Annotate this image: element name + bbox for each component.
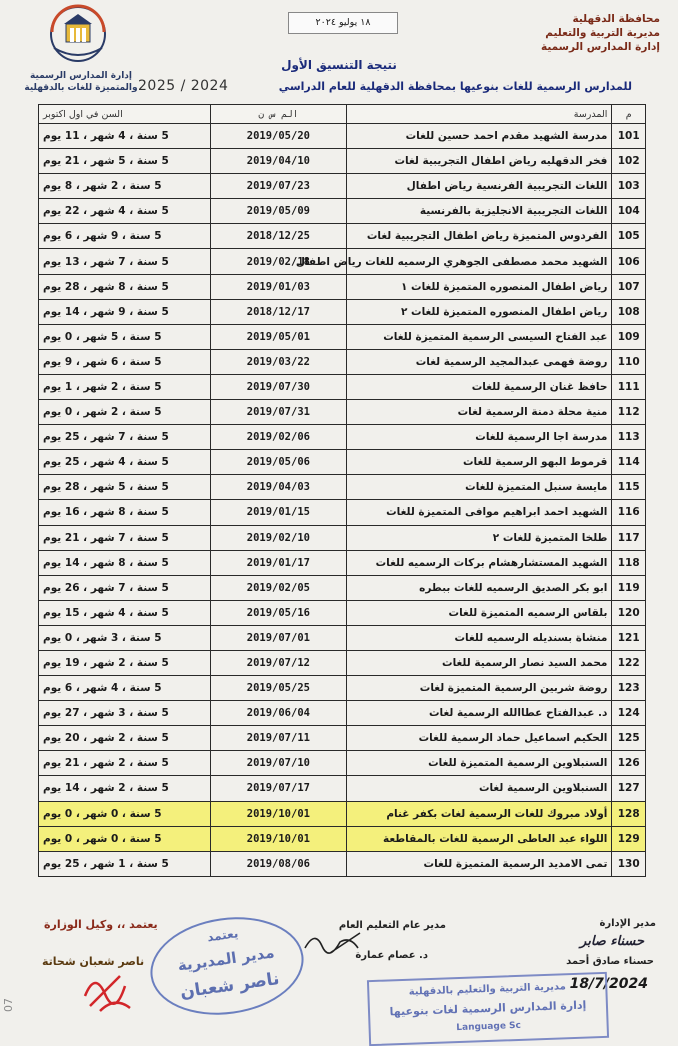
birth-date: 2018/12/17 xyxy=(211,299,346,324)
row-number: 127 xyxy=(612,776,646,801)
school-name: بلقاس الرسميه المتميزة للغات xyxy=(346,600,612,625)
school-name: منية محلة دمنة الرسمية لغات xyxy=(346,400,612,425)
document-date: ١٨ يوليو ٢٠٢٤ xyxy=(288,12,398,34)
age-value: 5 سنة ، 4 شهر ، 11 يوم xyxy=(39,124,211,149)
table-row xyxy=(39,374,646,399)
school-name: عبد الفتاح السيسى الرسمية المتميزة للغات xyxy=(346,324,612,349)
row-number: 116 xyxy=(612,500,646,525)
birth-date: 2019/04/10 xyxy=(211,149,346,174)
table-row xyxy=(39,500,646,525)
birth-date: 2019/05/06 xyxy=(211,450,346,475)
age-value: 5 سنة ، 2 شهر ، 20 يوم xyxy=(39,726,211,751)
birth-date: 2019/05/01 xyxy=(211,324,346,349)
school-name: فخر الدقهليه رياض اطفال التجريبية لغات xyxy=(346,149,612,174)
header-age: السن في اول اكتوبر xyxy=(39,105,211,124)
school-name: الشهيد احمد ابراهيم موافى المتميزة للغات xyxy=(346,500,612,525)
birth-date: 2019/08/06 xyxy=(211,851,346,876)
age-value: 5 سنة ، 9 شهر ، 14 يوم xyxy=(39,299,211,324)
ministry-header xyxy=(541,12,660,54)
row-number: 123 xyxy=(612,676,646,701)
row-number: 104 xyxy=(612,199,646,224)
age-value: 5 سنة ، 5 شهر ، 0 يوم xyxy=(39,324,211,349)
school-name: ابو بكر الصديق الرسميه للغات ببطره xyxy=(346,575,612,600)
age-value: 5 سنة ، 7 شهر ، 25 يوم xyxy=(39,425,211,450)
header-birth-date: الم س ن xyxy=(211,105,346,124)
header-school: المدرسة xyxy=(346,105,612,124)
school-name: الفردوس المتميزة رياض اطفال التجريبية لغات xyxy=(346,224,612,249)
table-row xyxy=(39,149,646,174)
birth-date: 2019/05/09 xyxy=(211,199,346,224)
table-body xyxy=(39,124,646,877)
table-row xyxy=(39,349,646,374)
school-name: رياض اطفال المنصوره المتميزة للغات ٢ xyxy=(346,299,612,324)
table-row xyxy=(39,299,646,324)
school-name: د. عبدالفتاح عطاالله الرسمية لغات xyxy=(346,701,612,726)
birth-date: 2019/04/03 xyxy=(211,475,346,500)
school-name: الحكيم اسماعيل حماد الرسمية للغات xyxy=(346,726,612,751)
table-header-row xyxy=(39,105,646,124)
school-name: رياض اطفال المنصوره المتميزة للغات ١ xyxy=(346,274,612,299)
directorate-label: مديرية التربية والتعليم xyxy=(545,27,660,39)
birth-date: 2019/02/10 xyxy=(211,525,346,550)
school-name: مايسة سنبل المتميزة للغات xyxy=(346,475,612,500)
school-name: طلخا المتميزة للغات ٢ xyxy=(346,525,612,550)
red-signature-mark-icon xyxy=(80,966,140,1016)
logo-caption-line2: والمتميزة للغات بالدقهلية xyxy=(24,83,138,93)
school-name: الشهيد محمد مصطفى الجوهري الرسميه للغات رياض اطفال xyxy=(346,249,612,274)
birth-date: 2019/07/30 xyxy=(211,374,346,399)
admin-manager-signature: حسناء صابر xyxy=(580,934,644,949)
birth-date: 2019/07/17 xyxy=(211,776,346,801)
age-value: 5 سنة ، 6 شهر ، 9 يوم xyxy=(39,349,211,374)
row-number: 119 xyxy=(612,575,646,600)
birth-date: 2019/07/11 xyxy=(211,726,346,751)
birth-date: 2019/01/15 xyxy=(211,500,346,525)
table-row xyxy=(39,425,646,450)
table-row xyxy=(39,450,646,475)
row-number: 109 xyxy=(612,324,646,349)
school-name: مدرسة الشهيد مقدم احمد حسين للغات xyxy=(346,124,612,149)
dept-stamp-line2: إدارة المدارس الرسمية لغات بنوعيها xyxy=(389,998,587,1019)
table-row xyxy=(39,701,646,726)
dept-stamp-line1: مديرية التربية والتعليم بالدقهلية xyxy=(408,981,567,998)
school-name: السنبلاوين الرسمية لغات xyxy=(346,776,612,801)
birth-date: 2019/01/03 xyxy=(211,274,346,299)
age-value: 5 سنة ، 7 شهر ، 13 يوم xyxy=(39,249,211,274)
age-value: 5 سنة ، 0 شهر ، 0 يوم xyxy=(39,826,211,851)
general-director-title: مدير عام التعليم العام xyxy=(338,920,446,931)
age-value: 5 سنة ، 7 شهر ، 26 يوم xyxy=(39,575,211,600)
document-title: نتيجة التنسيق الأول xyxy=(281,58,397,72)
table-row xyxy=(39,324,646,349)
department-label: إدارة المدارس الرسمية xyxy=(540,41,660,53)
table-row xyxy=(39,650,646,675)
department-stamp xyxy=(367,972,609,1046)
table-row xyxy=(39,199,646,224)
table-row xyxy=(39,726,646,751)
row-number: 107 xyxy=(612,274,646,299)
school-name: تمى الامديد الرسمية المتميزة للغات xyxy=(346,851,612,876)
age-value: 5 سنة ، 4 شهر ، 6 يوم xyxy=(39,676,211,701)
age-value: 5 سنة ، 2 شهر ، 8 يوم xyxy=(39,174,211,199)
birth-date: 2019/07/31 xyxy=(211,400,346,425)
stamp-line2: مدير المديرية xyxy=(176,943,276,975)
academic-year: 2025 / 2024 xyxy=(138,78,229,94)
school-name: اللغات التجريبية الانجليزية بالفرنسية xyxy=(346,199,612,224)
birth-date: 2019/02/05 xyxy=(211,575,346,600)
row-number: 124 xyxy=(612,701,646,726)
birth-date: 2019/10/01 xyxy=(211,826,346,851)
school-name: اللواء عبد العاطى الرسمية للغات بالمقاطعة xyxy=(346,826,612,851)
row-number: 106 xyxy=(612,249,646,274)
age-value: 5 سنة ، 2 شهر ، 0 يوم xyxy=(39,400,211,425)
age-value: 5 سنة ، 5 شهر ، 28 يوم xyxy=(39,475,211,500)
row-number: 128 xyxy=(612,801,646,826)
table-row xyxy=(39,625,646,650)
birth-date: 2019/05/20 xyxy=(211,124,346,149)
row-number: 114 xyxy=(612,450,646,475)
row-number: 125 xyxy=(612,726,646,751)
birth-date: 2019/07/23 xyxy=(211,174,346,199)
birth-date: 2019/05/25 xyxy=(211,676,346,701)
row-number: 130 xyxy=(612,851,646,876)
table-row xyxy=(39,174,646,199)
table-row xyxy=(39,124,646,149)
age-value: 5 سنة ، 4 شهر ، 25 يوم xyxy=(39,450,211,475)
row-number: 113 xyxy=(612,425,646,450)
school-name: قرموط البهو الرسمية للغات xyxy=(346,450,612,475)
school-name: منشاة بسنديله الرسميه للغات xyxy=(346,625,612,650)
table-row xyxy=(39,274,646,299)
row-number: 129 xyxy=(612,826,646,851)
row-number: 112 xyxy=(612,400,646,425)
school-name: اللغات التجريبية الفرنسية رياض اطفال xyxy=(346,174,612,199)
admin-manager-name: حسناء صادق أحمد xyxy=(566,956,654,967)
birth-date: 2019/07/12 xyxy=(211,650,346,675)
admin-manager-title: مدير الإدارة xyxy=(599,918,656,929)
school-name: محمد السيد نصار الرسمية للغات xyxy=(346,650,612,675)
school-name: مدرسة اجا الرسمية للغات xyxy=(346,425,612,450)
birth-date: 2019/02/18 xyxy=(211,249,346,274)
birth-date: 2019/05/16 xyxy=(211,600,346,625)
age-value: 5 سنة ، 4 شهر ، 15 يوم xyxy=(39,600,211,625)
school-name: الشهيد المستشارهشام بركات الرسميه للغات xyxy=(346,550,612,575)
school-name: روضة شربين الرسمية المتميزة لغات xyxy=(346,676,612,701)
table-row xyxy=(39,600,646,625)
birth-date: 2019/02/06 xyxy=(211,425,346,450)
general-director-name: د. عصام عمارة xyxy=(355,950,428,961)
age-value: 5 سنة ، 3 شهر ، 0 يوم xyxy=(39,625,211,650)
table-row xyxy=(39,676,646,701)
age-value: 5 سنة ، 2 شهر ، 21 يوم xyxy=(39,751,211,776)
row-number: 110 xyxy=(612,349,646,374)
table-row xyxy=(39,776,646,801)
table-row xyxy=(39,224,646,249)
results-table xyxy=(38,104,646,877)
age-value: 5 سنة ، 2 شهر ، 14 يوم xyxy=(39,776,211,801)
row-number: 111 xyxy=(612,374,646,399)
school-name: روضة فهمى عبدالمجيد الرسمية لغات xyxy=(346,349,612,374)
stamp-line1: يعتمد xyxy=(206,926,240,945)
table-row xyxy=(39,826,646,851)
table-row xyxy=(39,851,646,876)
row-number: 120 xyxy=(612,600,646,625)
row-number: 121 xyxy=(612,625,646,650)
table-row xyxy=(39,751,646,776)
table-row xyxy=(39,801,646,826)
school-name: أولاد مبروك للغات الرسمية لغات بكفر غنام xyxy=(346,801,612,826)
row-number: 105 xyxy=(612,224,646,249)
approval-stamp xyxy=(144,908,310,1024)
school-name: السنبلاوين الرسمية المتميزة للغات xyxy=(346,751,612,776)
document-subtitle: للمدارس الرسمية للغات بنوعيها بمحافظة الدقهلية للعام الدراسي xyxy=(278,80,632,93)
row-number: 122 xyxy=(612,650,646,675)
table-row xyxy=(39,550,646,575)
director-signature-icon xyxy=(300,928,370,958)
age-value: 5 سنة ، 4 شهر ، 22 يوم xyxy=(39,199,211,224)
age-value: 5 سنة ، 8 شهر ، 14 يوم xyxy=(39,550,211,575)
logo-caption xyxy=(6,70,156,94)
signature-date: 18/7/2024 xyxy=(569,976,648,992)
age-value: 5 سنة ، 5 شهر ، 21 يوم xyxy=(39,149,211,174)
birth-date: 2019/10/01 xyxy=(211,801,346,826)
governorate-label: محافظة الدقهلية xyxy=(572,13,660,25)
dept-stamp-line3: Language Sc xyxy=(456,1020,522,1034)
table-row xyxy=(39,475,646,500)
logo-caption-line1: إدارة المدارس الرسمية xyxy=(29,71,132,81)
birth-date: 2019/07/01 xyxy=(211,625,346,650)
birth-date: 2019/01/17 xyxy=(211,550,346,575)
school-name: حافظ غنان الرسمية للغات xyxy=(346,374,612,399)
table-row xyxy=(39,249,646,274)
table-row xyxy=(39,400,646,425)
age-value: 5 سنة ، 3 شهر ، 27 يوم xyxy=(39,701,211,726)
side-page-number: 07 xyxy=(2,998,15,1012)
age-value: 5 سنة ، 7 شهر ، 21 يوم xyxy=(39,525,211,550)
header-num: م xyxy=(612,105,646,124)
age-value: 5 سنة ، 2 شهر ، 19 يوم xyxy=(39,650,211,675)
row-number: 115 xyxy=(612,475,646,500)
birth-date: 2018/12/25 xyxy=(211,224,346,249)
row-number: 117 xyxy=(612,525,646,550)
age-value: 5 سنة ، 2 شهر ، 1 يوم xyxy=(39,374,211,399)
age-value: 5 سنة ، 0 شهر ، 0 يوم xyxy=(39,801,211,826)
age-value: 5 سنة ، 9 شهر ، 6 يوم xyxy=(39,224,211,249)
row-number: 102 xyxy=(612,149,646,174)
table-row xyxy=(39,525,646,550)
age-value: 5 سنة ، 1 شهر ، 25 يوم xyxy=(39,851,211,876)
undersecretary-name: ناصر شعبان شحاتة xyxy=(42,955,145,968)
table-row xyxy=(39,575,646,600)
birth-date: 2019/03/22 xyxy=(211,349,346,374)
row-number: 118 xyxy=(612,550,646,575)
row-number: 126 xyxy=(612,751,646,776)
stamp-line3: ناصر شعبان xyxy=(178,968,281,1003)
row-number: 108 xyxy=(612,299,646,324)
row-number: 103 xyxy=(612,174,646,199)
row-number: 101 xyxy=(612,124,646,149)
birth-date: 2019/06/04 xyxy=(211,701,346,726)
birth-date: 2019/07/10 xyxy=(211,751,346,776)
undersecretary-title: يعتمد ،، وكيل الوزارة xyxy=(44,918,158,931)
age-value: 5 سنة ، 8 شهر ، 28 يوم xyxy=(39,274,211,299)
age-value: 5 سنة ، 8 شهر ، 16 يوم xyxy=(39,500,211,525)
